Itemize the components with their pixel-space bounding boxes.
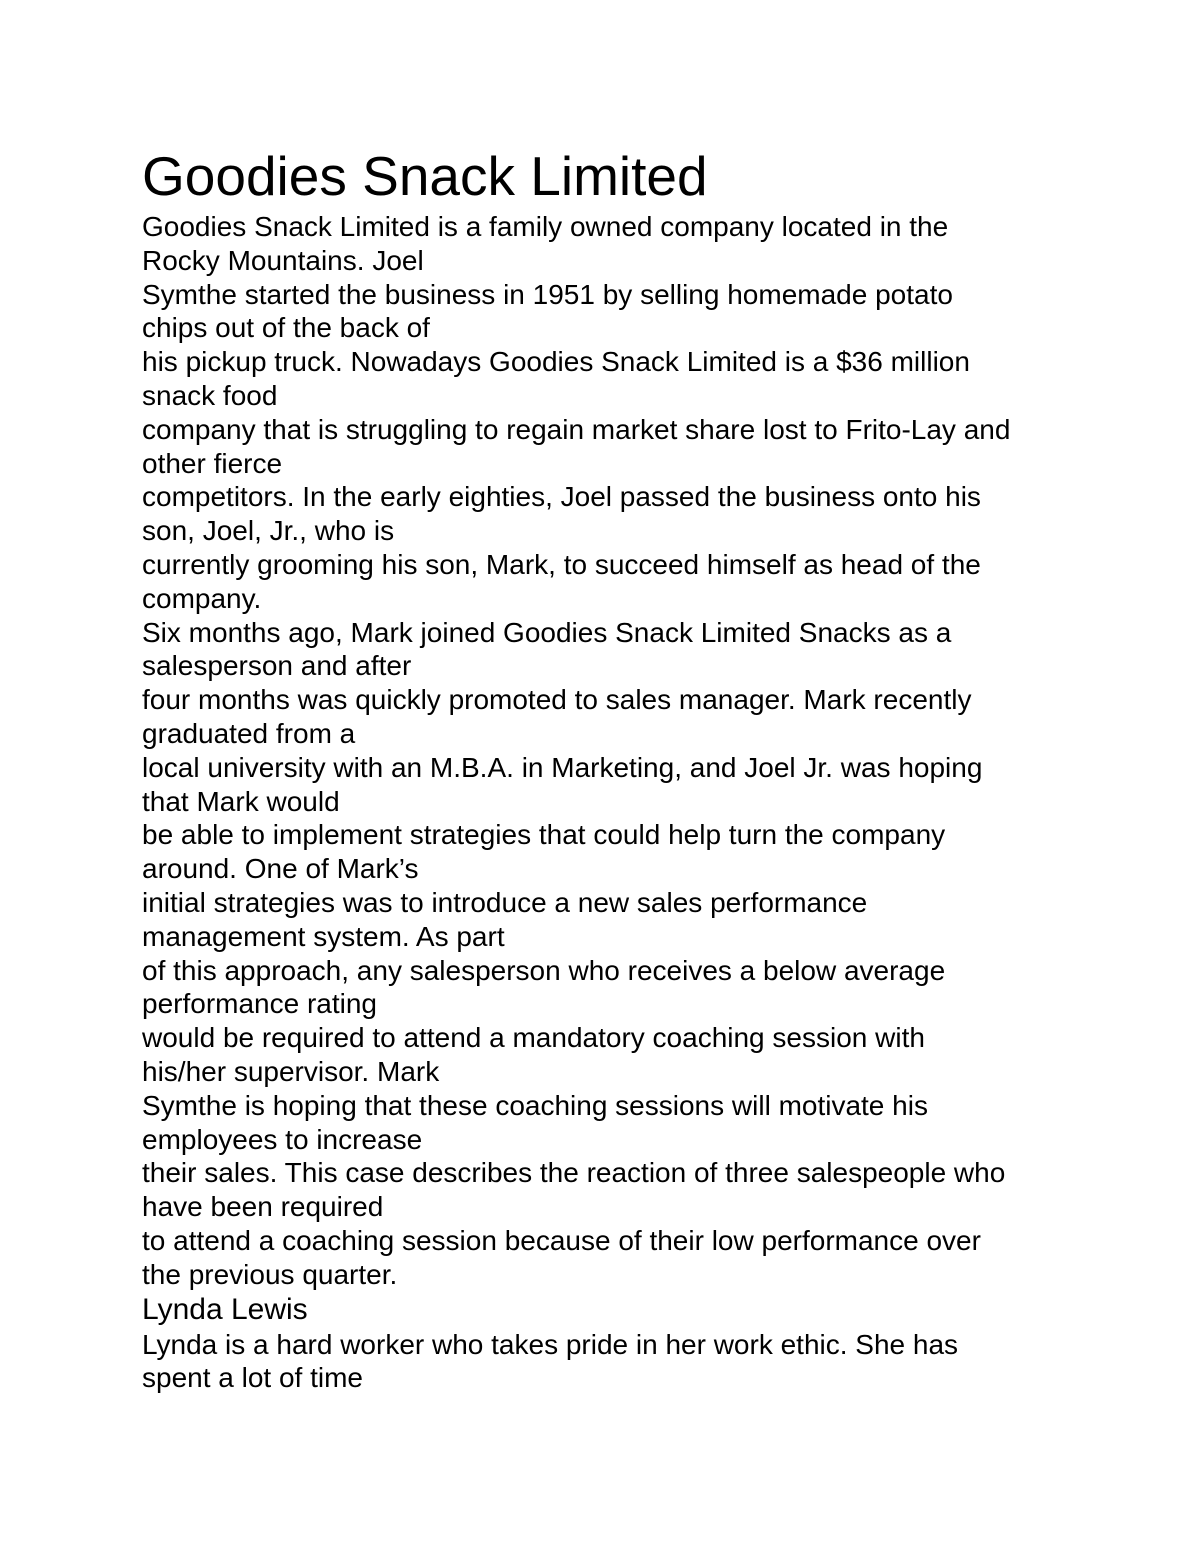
text-line: competitors. In the early eighties, Joel passed the business onto his xyxy=(142,481,981,513)
text-line: currently grooming his son, Mark, to succeed himself as head of the xyxy=(142,548,981,580)
text-line: be able to implement strategies that could help turn the company xyxy=(142,819,946,851)
text-line: the previous quarter. xyxy=(142,1258,398,1290)
text-line: would be required to attend a mandatory coaching session with xyxy=(142,1022,925,1054)
text-line: Rocky Mountains. Joel xyxy=(142,244,424,276)
text-line: spent a lot of time xyxy=(142,1362,364,1394)
text-line: other fierce xyxy=(142,447,283,479)
text-line: son, Joel, Jr., who is xyxy=(142,515,395,547)
text-line: his/her supervisor. Mark xyxy=(142,1055,440,1087)
text-line: of this approach, any salesperson who receives a below average xyxy=(142,954,946,986)
text-line: employees to increase xyxy=(142,1123,423,1155)
text-line: around. One of Mark’s xyxy=(142,853,419,885)
document-content xyxy=(142,142,1082,1395)
section-heading: Lynda Lewis xyxy=(142,1292,308,1326)
text-line: his pickup truck. Nowadays Goodies Snack Limited is a $36 million xyxy=(142,346,970,378)
text-line: graduated from a xyxy=(142,717,356,749)
text-line: Lynda is a hard worker who takes pride in her work ethic. She has xyxy=(142,1328,959,1360)
text-line: Symthe started the business in 1951 by selling homemade potato xyxy=(142,278,953,310)
text-line: management system. As part xyxy=(142,920,505,952)
text-line: Six months ago, Mark joined Goodies Snack Limited Snacks as a xyxy=(142,616,952,648)
document-title: Goodies Snack Limited xyxy=(142,145,708,207)
text-line: performance rating xyxy=(142,988,378,1020)
text-line: chips out of the back of xyxy=(142,312,430,344)
text-line: Goodies Snack Limited is a family owned company located in the xyxy=(142,211,949,242)
text-line: four months was quickly promoted to sales manager. Mark recently xyxy=(142,684,972,716)
text-line: salesperson and after xyxy=(142,650,412,682)
text-line: initial strategies was to introduce a new sales performance xyxy=(142,886,868,918)
text-line: snack food xyxy=(142,379,278,411)
text-line: local university with an M.B.A. in Marketing, and Joel Jr. was hoping xyxy=(142,751,983,783)
text-line: that Mark would xyxy=(142,785,340,817)
text-line: their sales. This case describes the reaction of three salespeople who xyxy=(142,1157,1006,1189)
text-line: company. xyxy=(142,582,262,614)
text-line: company that is struggling to regain market share lost to Frito-Lay and xyxy=(142,413,1011,445)
text-line: have been required xyxy=(142,1191,384,1223)
text-line: to attend a coaching session because of their low performance over xyxy=(142,1224,981,1256)
section-paragraph xyxy=(142,1328,1082,1396)
text-line: Symthe is hoping that these coaching sessions will motivate his xyxy=(142,1089,928,1121)
intro-paragraph xyxy=(142,210,1082,1292)
